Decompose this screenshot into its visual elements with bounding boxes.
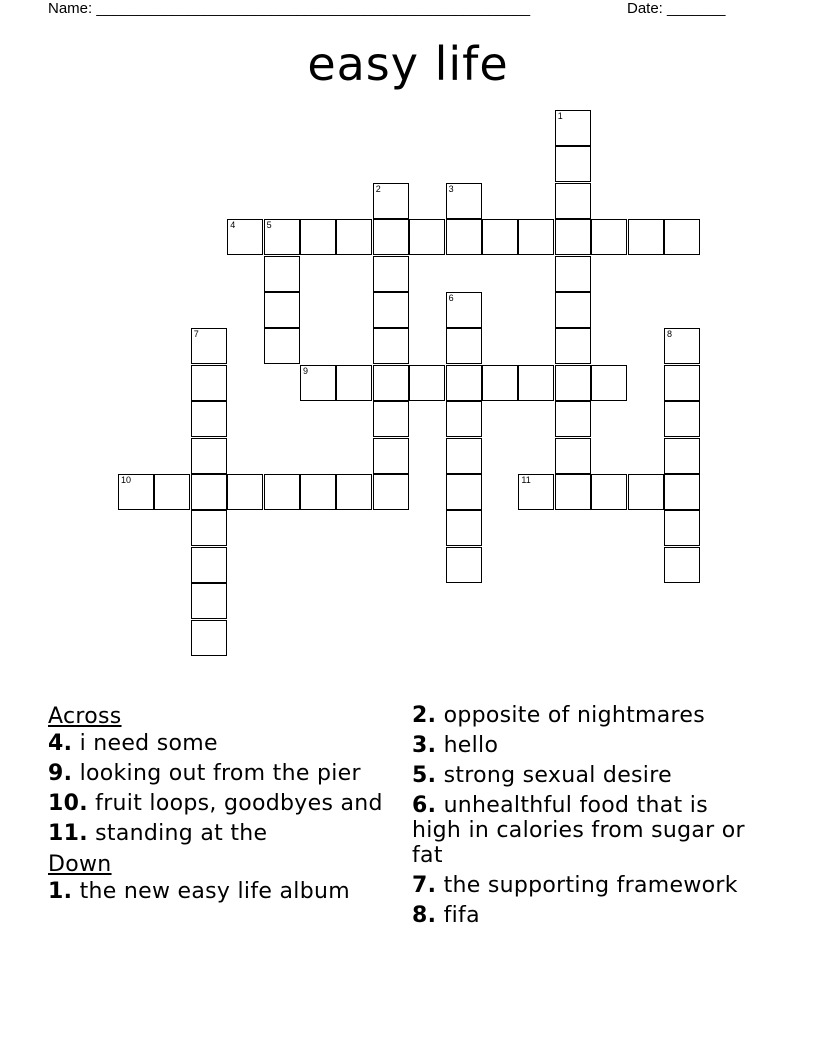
crossword-cell[interactable]: [628, 219, 664, 255]
crossword-cell[interactable]: [664, 328, 700, 364]
name-field-line: Name: ____________________________________________________: [48, 0, 531, 17]
clue-text: the supporting framework: [443, 873, 738, 898]
down-clue: [412, 793, 757, 868]
crossword-cell[interactable]: [482, 365, 518, 401]
crossword-cell[interactable]: [664, 474, 700, 510]
cell-number: 11: [521, 475, 531, 485]
crossword-cell[interactable]: [555, 328, 591, 364]
across-clue: [48, 761, 393, 786]
clue-text: hello: [443, 733, 499, 758]
crossword-cell[interactable]: [373, 256, 409, 292]
crossword-cell[interactable]: [191, 365, 227, 401]
cell-number: 6: [448, 293, 454, 303]
crossword-cell[interactable]: [555, 292, 591, 328]
crossword-cell[interactable]: [555, 183, 591, 219]
crossword-cell[interactable]: [555, 256, 591, 292]
clue-text: opposite of nightmares: [443, 703, 705, 728]
crossword-cell[interactable]: [555, 438, 591, 474]
page-title: easy life: [307, 37, 509, 91]
cell-number: 2: [375, 183, 381, 194]
crossword-cell[interactable]: [446, 292, 482, 328]
crossword-cell[interactable]: [555, 219, 591, 255]
across-heading: Across: [48, 704, 122, 729]
crossword-cell[interactable]: [446, 328, 482, 364]
crossword-cell[interactable]: [154, 474, 190, 510]
clue-number: 4.: [48, 731, 73, 756]
crossword-cell[interactable]: [191, 583, 227, 619]
crossword-cell[interactable]: [664, 438, 700, 474]
cell-number: 1: [557, 111, 563, 121]
clue-number: 5.: [412, 763, 437, 788]
clue-number: 3.: [412, 733, 437, 758]
clue-number: 2.: [412, 703, 437, 728]
crossword-cell[interactable]: [191, 620, 227, 656]
crossword-cell[interactable]: [446, 365, 482, 401]
crossword-cell[interactable]: [300, 365, 336, 401]
crossword-cell[interactable]: [373, 292, 409, 328]
crossword-cell[interactable]: [555, 474, 591, 510]
crossword-cell[interactable]: [300, 219, 336, 255]
crossword-cell[interactable]: [446, 401, 482, 437]
crossword-cell[interactable]: [191, 438, 227, 474]
clue-number: 11.: [48, 821, 88, 846]
crossword-cell[interactable]: [555, 146, 591, 182]
crossword-cell[interactable]: [336, 219, 372, 255]
crossword-cell[interactable]: [191, 547, 227, 583]
crossword-cell[interactable]: [373, 365, 409, 401]
clue-text: standing at the: [95, 821, 268, 846]
crossword-cell[interactable]: [373, 219, 409, 255]
crossword-cell[interactable]: [446, 547, 482, 583]
down-clue: [412, 763, 757, 788]
clue-text: fifa: [443, 903, 480, 928]
crossword-cell[interactable]: [518, 365, 554, 401]
crossword-cell[interactable]: [373, 183, 409, 219]
crossword-cell[interactable]: [482, 219, 518, 255]
crossword-cell[interactable]: [446, 438, 482, 474]
crossword-cell[interactable]: [446, 510, 482, 546]
cell-number: 4: [230, 220, 236, 231]
clue-number: 10.: [48, 791, 88, 816]
crossword-cell[interactable]: [227, 219, 263, 255]
clue-text: strong sexual desire: [443, 763, 672, 788]
clue-text: the new easy life album: [79, 879, 350, 904]
cell-number: 5: [266, 220, 272, 231]
crossword-cell[interactable]: [446, 474, 482, 510]
down-clue: [412, 873, 757, 898]
crossword-cell[interactable]: [555, 110, 591, 146]
crossword-cell[interactable]: [300, 474, 336, 510]
clue-text: i need some: [79, 731, 218, 756]
clue-number: 8.: [412, 903, 437, 928]
clue-text: fruit loops, goodbyes and: [95, 791, 383, 816]
across-clue: [48, 731, 393, 756]
crossword-cell[interactable]: [664, 365, 700, 401]
crossword-cell[interactable]: [227, 474, 263, 510]
crossword-cell[interactable]: [336, 474, 372, 510]
crossword-cell[interactable]: [518, 219, 554, 255]
down-clue: [412, 703, 757, 728]
crossword-cell[interactable]: [446, 183, 482, 219]
crossword-cell[interactable]: [664, 547, 700, 583]
crossword-cell[interactable]: [664, 510, 700, 546]
crossword-cell[interactable]: [409, 365, 445, 401]
cell-number: 10: [121, 475, 132, 485]
crossword-cell[interactable]: [264, 219, 300, 255]
clue-number: 9.: [48, 761, 73, 786]
crossword-cell[interactable]: [264, 474, 300, 510]
crossword-cell[interactable]: [191, 474, 227, 510]
crossword-cell[interactable]: [664, 219, 700, 255]
clue-number: 7.: [412, 873, 437, 898]
crossword-cell[interactable]: [555, 401, 591, 437]
cell-number: 9: [303, 365, 309, 376]
crossword-cell[interactable]: [191, 401, 227, 437]
down-clue: [412, 903, 757, 928]
crossword-cell[interactable]: [446, 219, 482, 255]
crossword-cell[interactable]: [409, 219, 445, 255]
crossword-cell[interactable]: [591, 365, 627, 401]
clue-text: looking out from the pier: [79, 761, 361, 786]
crossword-cell[interactable]: [336, 365, 372, 401]
crossword-cell[interactable]: [373, 474, 409, 510]
crossword-cell[interactable]: [264, 292, 300, 328]
clues-left-column: [48, 703, 393, 909]
crossword-cell[interactable]: [264, 328, 300, 364]
down-heading: Down: [48, 852, 112, 877]
cell-number: 3: [448, 183, 454, 194]
cell-number: 7: [193, 329, 199, 340]
crossword-cell[interactable]: [555, 365, 591, 401]
crossword-cell[interactable]: [591, 219, 627, 255]
clues-right-column: [412, 703, 757, 933]
crossword-cell[interactable]: [591, 474, 627, 510]
clue-number: 6.: [412, 793, 437, 818]
crossword-cell[interactable]: [373, 328, 409, 364]
crossword-cell[interactable]: [191, 328, 227, 364]
crossword-cell[interactable]: [264, 256, 300, 292]
crossword-cell[interactable]: [518, 474, 554, 510]
date-field-line: Date: _______: [627, 0, 726, 17]
clue-number: 1.: [48, 879, 73, 904]
crossword-cell[interactable]: [373, 438, 409, 474]
across-clue: [48, 791, 393, 816]
down-clue: [48, 879, 393, 904]
crossword-cell[interactable]: [191, 510, 227, 546]
crossword-cell[interactable]: [628, 474, 664, 510]
crossword-cell[interactable]: [373, 401, 409, 437]
across-clue: [48, 821, 393, 846]
cell-number: 8: [667, 329, 673, 340]
crossword-cell[interactable]: [664, 401, 700, 437]
crossword-cell[interactable]: [118, 474, 154, 510]
clue-text: unhealthful food that is high in calories from sugar or fat: [412, 793, 745, 868]
down-clue: [412, 733, 757, 758]
